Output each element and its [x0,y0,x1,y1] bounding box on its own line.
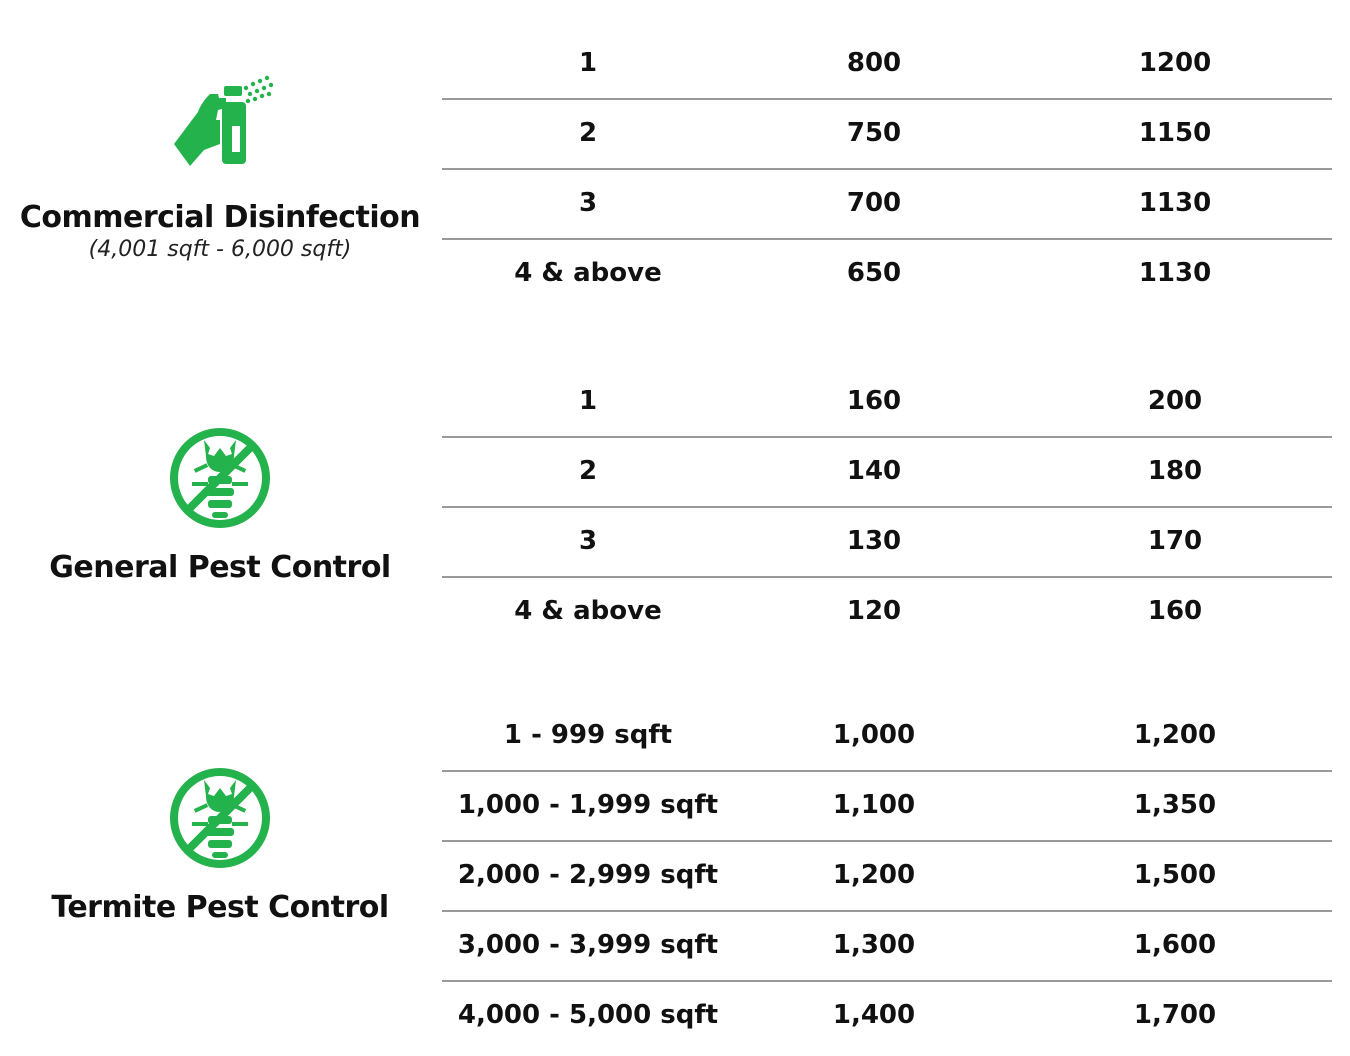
table-cell: 1,400 [832,1000,916,1030]
service-label [0,766,440,925]
table-cell: 2 [578,118,598,148]
table-cell: 4 & above [514,258,662,288]
table-row [442,980,1332,1050]
table-row [442,910,1332,980]
table-cell: 1,000 - 1,999 sqft [457,790,719,820]
service-subtitle: (4,001 sqft - 6,000 sqft) [88,237,352,262]
table-row [442,702,1332,770]
table-cell: 3 [578,526,598,556]
table-cell: 1 - 999 sqft [503,720,673,750]
table-cell: 200 [1147,386,1203,416]
table-cell: 4 & above [514,596,662,626]
table-row [442,770,1332,840]
no-termite-icon [168,766,272,870]
service-name: General Pest Control [49,550,391,585]
price-table [442,368,1332,646]
table-cell: 2,000 - 2,999 sqft [457,860,719,890]
table-cell: 180 [1147,456,1203,486]
table-row [442,368,1332,436]
service-label [0,426,440,585]
table-cell: 800 [846,48,902,78]
table-cell: 750 [846,118,902,148]
table-row [442,168,1332,238]
price-table [442,702,1332,1050]
table-cell: 1130 [1138,188,1212,218]
table-cell: 1130 [1138,258,1212,288]
price-table [442,30,1332,308]
table-cell: 170 [1147,526,1203,556]
table-row [442,30,1332,98]
table-cell: 1,500 [1133,860,1217,890]
table-cell: 4,000 - 5,000 sqft [457,1000,719,1030]
spray-disinfectant-icon [160,74,280,174]
service-label [0,74,440,262]
table-cell: 2 [578,456,598,486]
table-cell: 160 [846,386,902,416]
table-cell: 3,000 - 3,999 sqft [457,930,719,960]
table-row [442,238,1332,308]
table-cell: 1,600 [1133,930,1217,960]
table-row [442,576,1332,646]
table-cell: 1,300 [832,930,916,960]
table-cell: 650 [846,258,902,288]
table-cell: 3 [578,188,598,218]
table-cell: 120 [846,596,902,626]
table-cell: 140 [846,456,902,486]
table-row [442,436,1332,506]
table-cell: 160 [1147,596,1203,626]
no-pest-icon [168,426,272,530]
table-cell: 130 [846,526,902,556]
table-cell: 1 [578,48,598,78]
table-cell: 1,350 [1133,790,1217,820]
table-cell: 1150 [1138,118,1212,148]
table-cell: 1,700 [1133,1000,1217,1030]
table-cell: 700 [846,188,902,218]
table-row [442,840,1332,910]
table-row [442,98,1332,168]
service-name: Commercial Disinfection [19,200,421,235]
table-cell: 1200 [1138,48,1212,78]
table-cell: 1,000 [832,720,916,750]
table-row [442,506,1332,576]
table-cell: 1,100 [832,790,916,820]
table-cell: 1,200 [832,860,916,890]
service-name: Termite Pest Control [51,890,389,925]
table-cell: 1 [578,386,598,416]
table-cell: 1,200 [1133,720,1217,750]
